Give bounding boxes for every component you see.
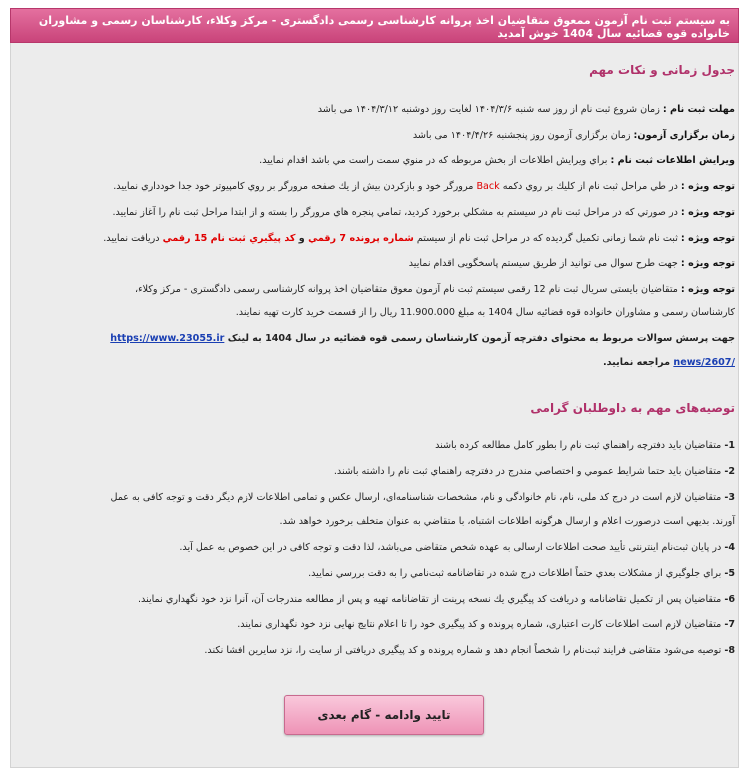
item-text: متقاضيان بايد حتما شرايط عمومي و اختصاصي مندرج در دفترچه راهنماي ثبت نام را داشته باشند. bbox=[333, 466, 725, 477]
note4-text: جهت طرح سوال می توانید از طریق سیستم پاسخگویی اقدام نمایید bbox=[408, 258, 681, 269]
faq-line bbox=[17, 332, 735, 346]
note-serial-line-2: کارشناسان رسمی و مشاوران خانواده قوه قضائیه سال 1404 به مبلغ 11.900.000 ریال را از قسمت خرید کارت تهیه نمایند. bbox=[235, 307, 735, 318]
recommendation-item bbox=[17, 541, 735, 555]
item-text: متقاضيان پس از تكميل تقاضانامه و دريافت كد پيگيري يك نسخه پرينت از تقاضانامه تهيه و پس از مطالعه مندرجات آن، آنرا نزد خود نگهداري نمايند. bbox=[137, 594, 725, 605]
next-step-button[interactable]: تایید وادامه - گام بعدی bbox=[284, 695, 484, 735]
deadline-key: مهلت ثبت نام : bbox=[662, 104, 735, 115]
note3-text-b: دريافت نماييد. bbox=[103, 233, 163, 244]
item-number: 5- bbox=[724, 568, 735, 579]
item-text: در پایان ثبت‌نام اینترنتی تأیید صحت اطلاعات ارسالی به عهده شخص متقاضی می‌باشد، لذا دقت و توجه کافی در این خصوص به عمل آید. bbox=[179, 542, 725, 553]
item-number: 1- bbox=[724, 440, 735, 451]
item-text: متقاضیان لازم است اطلاعات کارت اعتباری، شماره پرونده و کد پیگیری خود را تا اعلام نتايج نهایی نزد خود نگهداری نمایند. bbox=[237, 619, 725, 630]
edit-key: ویرایش اطلاعات ثبت نام : bbox=[610, 155, 735, 166]
recommendations-section-title: توصیه‌های مهم به داوطلبان گرامی bbox=[530, 401, 735, 415]
faq-link-path[interactable]: /news/2607 bbox=[673, 357, 735, 368]
note3-and: و bbox=[295, 233, 309, 244]
item-number: 7- bbox=[724, 619, 735, 630]
item-number: 3- bbox=[724, 492, 735, 503]
faq-link[interactable]: https://www.23055.ir bbox=[110, 333, 225, 344]
note2-text: در صورتي كه در مراحل ثبت نام در سيستم به مشكلي برخورد كرديد، تمامي پنجره هاي مرورگر را بسته و از ابتدا مراحل ثبت نام را آغاز نماييد. bbox=[112, 207, 681, 218]
exam-key: زمان برگزاری آزمون: bbox=[633, 130, 735, 141]
item-number: 8- bbox=[724, 645, 735, 656]
back-word: Back bbox=[476, 181, 500, 192]
item-number: 6- bbox=[724, 594, 735, 605]
recommendation-item-cont: آورند. بديهي است درصورت اعلام و ارسال هرگونه اطلاعات اشتباه، با متقاضي به عنوان متخلف برخورد خواهد شد. bbox=[279, 516, 735, 527]
tracking-code-highlight: كد پيگيري ثبت نام 15 رقمي bbox=[162, 233, 296, 244]
item-text: متقاضيان بايد دفترچه راهنماي ثبت نام را بطور كامل مطالعه كرده باشند bbox=[435, 440, 725, 451]
note3-text-a: ثبت نام شما زمانی تکمیل گردیده که در مراحل ثبت نام از سیستم bbox=[413, 233, 681, 244]
deadline-text: زمان شروع ثبت نام از روز سه شنبه ۱۴۰۴/۳/۶ لغایت روز دوشنبه ۱۴۰۴/۳/۱۲ می باشد bbox=[317, 104, 663, 115]
recommendation-item bbox=[17, 567, 735, 581]
deadline-line bbox=[17, 103, 735, 117]
recommendation-item bbox=[17, 593, 735, 607]
schedule-section-title: جدول زمانی و نکات مهم bbox=[589, 63, 735, 77]
note-key: توجه ویژه : bbox=[680, 233, 735, 244]
item-text: براي جلوگيري از مشكلات بعدي حتماً اطلاعات درج شده در تقاضانامه ثبت‌نامي را به دقت بررسي نماييد. bbox=[308, 568, 725, 579]
faq-text-a: جهت پرسش سوالات مربوط به محتوای دفترچه آزمون کارشناسان رسمی قوه قضائیه در سال 1404 به لینک bbox=[224, 333, 735, 344]
note-key: توجه ویژه : bbox=[680, 181, 735, 192]
recommendation-item bbox=[17, 644, 735, 658]
item-text: متقاضیان لازم است در درج کد ملی، نام، نام خانوادگی و نام، مشخصات شناسنامه‌ای، ارسال عکس و تمامی اطلاعات لازم دیگر دقت و توجه کافی به عمل bbox=[110, 492, 725, 503]
note-key: توجه ویژه : bbox=[680, 207, 735, 218]
faq-text-b: مراجعه نمایید. bbox=[602, 357, 674, 368]
recommendation-item bbox=[17, 618, 735, 632]
recommendation-item bbox=[17, 491, 735, 505]
edit-text: براي ويرايش اطلاعات از بخش مربوطه كه در منوي سمت راست مي باشد اقدام نماييد. bbox=[259, 155, 611, 166]
exam-line bbox=[17, 129, 735, 143]
note-key: توجه ویژه : bbox=[680, 284, 735, 295]
item-text: توصیه می‌شود متقاضی فرایند ثبت‌نام را شخصاً انجام دهد و شماره پرونده و کد پیگیری دریافتی از سایت را، نزد سایرین افشا نکند. bbox=[204, 645, 725, 656]
page-header: به سیستم ثبت نام آزمون ممعوق متقاضیان اخذ پروانه کارشناسی رسمی دادگستری - مرکز وکلاء، کارشناسان رسمی و مشاوران خانواده قوه قضائیه سال 1404 خوش آمدید bbox=[10, 8, 739, 43]
faq-line-2 bbox=[17, 356, 735, 370]
note-question-line bbox=[17, 257, 735, 271]
note-serial-line bbox=[17, 283, 735, 297]
file-number-highlight: شماره پرونده 7 رقمي bbox=[308, 233, 414, 244]
edit-line bbox=[17, 154, 735, 168]
note-complete-line bbox=[17, 232, 735, 246]
note1-text-a: در طي مراحل ثبت نام از كليك بر روي دكمه bbox=[499, 181, 681, 192]
exam-text: زمان برگزاری آزمون روز پنجشنبه ۱۴۰۴/۴/۲۶ می باشد bbox=[412, 130, 634, 141]
note-problem-line bbox=[17, 206, 735, 220]
note-back-line bbox=[17, 180, 735, 194]
note5-text-a: متقاضیان بایستی سریال ثبت نام 12 رقمی سیستم ثبت نام آزمون معوق متقاضیان اخذ پروانه کارشناسی رسمی دادگستری - مرکز وکلاء، bbox=[134, 284, 681, 295]
recommendation-item bbox=[17, 465, 735, 479]
recommendation-item bbox=[17, 439, 735, 453]
item-number: 2- bbox=[724, 466, 735, 477]
item-number: 4- bbox=[724, 542, 735, 553]
note4-key: توجه ویژه : bbox=[680, 258, 735, 269]
note1-text-b: مرورگر خود و بازكردن بيش از يك صفحه مرورگر بر روي كامپيوتر خود جدا خودداري نماييد. bbox=[113, 181, 477, 192]
